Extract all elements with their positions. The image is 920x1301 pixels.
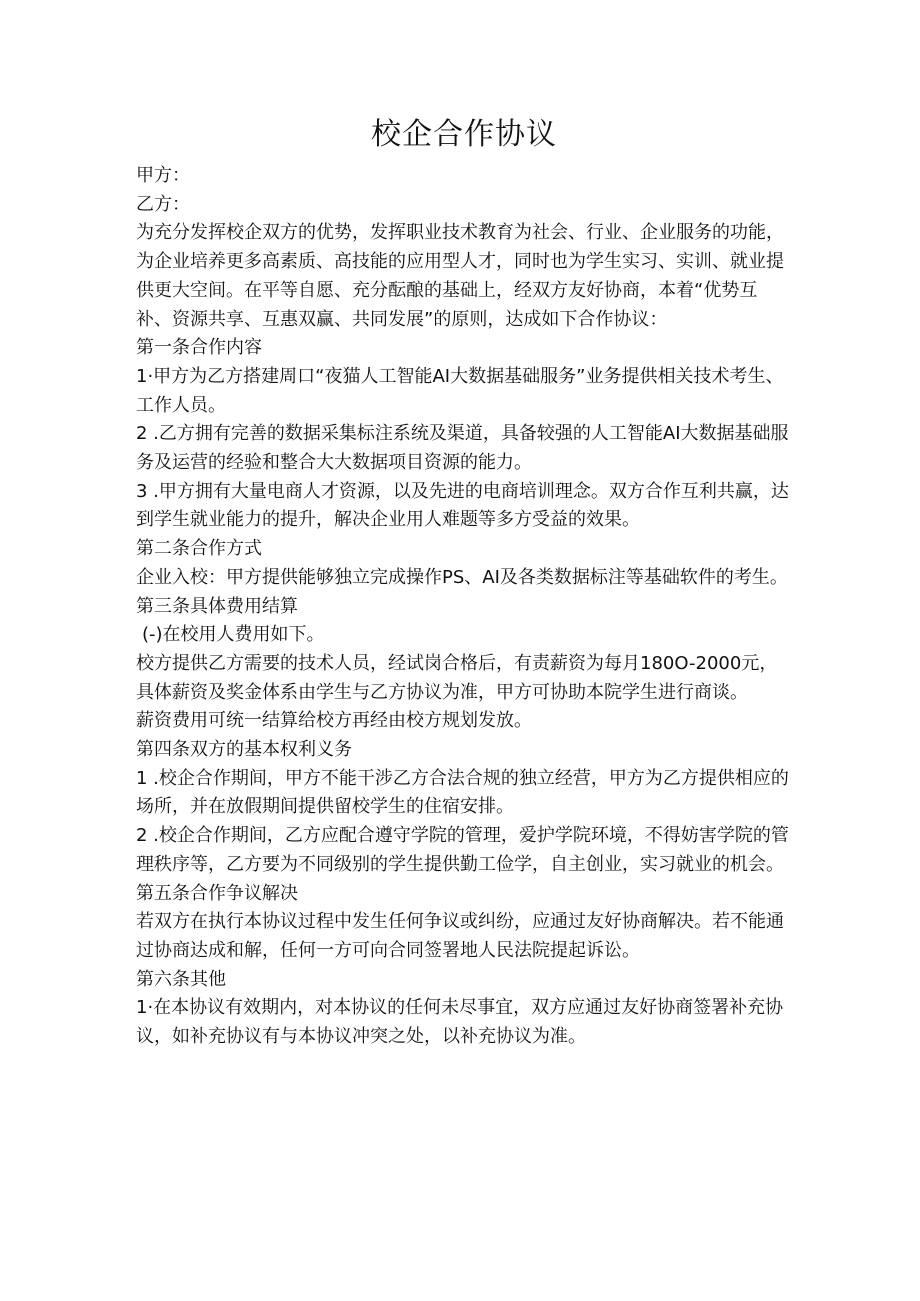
section-heading-3: 第三条具体费用结算: [136, 595, 298, 617]
section-3-paragraph-1: 校方提供乙方需要的技术人员，经试岗合格后，有责薪资为每月180O-2000元，具体薪资及奖金体系由学生与乙方协议为准，甲方可协助本院学生进行商谈。: [136, 652, 778, 703]
section-4-item-2: 2 .校企合作期间，乙方应配合遵守学院的管理，爱护学院环境，不得妨害学院的管理秩序等，乙方要为不同级别的学生提供勤工俭学，自主创业，实习就业的机会。: [136, 825, 789, 875]
section-3-subheading: (-)在校用人费用如下。: [142, 624, 325, 646]
section-4-item-1: 1 .校企合作期间，甲方不能干涉乙方合法合规的独立经营，甲方为乙方提供相应的场所，并在放假期间提供留校学生的住宿安排。: [136, 767, 789, 818]
section-6-item-1: 1·在本协议有效期内，对本协议的任何未尽事宜，双方应通过友好协商签署补充协议，如补充协议有与本协议冲突之处，以补充协议为准。: [136, 997, 784, 1048]
section-1-item-1: 1·甲方为乙方搭建周口“夜猫人工智能AI大数据基础服务”业务提供相关技术考生、工作人员。: [136, 365, 784, 416]
preamble-paragraph: 为充分发挥校企双方的优势，发挥职业技术教育为社会、行业、企业服务的功能，为企业培养更多高素质、高技能的应用型人才，同时也为学生实习、实训、就业提供更大空间。在平等自愿、充分酝酿的基础上，经双方友好协商，本着“优势互补、资源共享、互惠双赢、共同发展”的原则，达成如下合作协议：: [136, 222, 784, 330]
section-heading-2: 第二条合作方式: [136, 538, 262, 560]
party-a-line: 甲方：: [136, 165, 190, 186]
party-b-line: 乙方：: [136, 193, 190, 215]
section-heading-6: 第六条其他: [136, 968, 226, 990]
section-heading-4: 第四条双方的基本权利义务: [136, 739, 352, 761]
document-title: 校企合作协议: [371, 117, 557, 152]
section-heading-5: 第五条合作争议解决: [136, 882, 298, 904]
section-3-paragraph-2: 薪资费用可统一结算给校方再经由校方规划发放。: [136, 710, 532, 732]
section-1-item-2: 2 .乙方拥有完善的数据采集标注系统及渠道，具备较强的人工智能AI大数据基础服务及运营的经验和整合大大数据项目资源的能力。: [136, 423, 789, 474]
section-heading-1: 第一条合作内容: [136, 337, 262, 359]
section-1-item-3: 3 .甲方拥有大量电商人才资源，以及先进的电商培训理念。双方合作互利共赢，达到学生就业能力的提升，解决企业用人难题等多方受益的效果。: [136, 480, 789, 531]
section-5-paragraph: 若双方在执行本协议过程中发生任何争议或纠纷，应通过友好协商解决。若不能通过协商达成和解，任何一方可向合同签署地人民法院提起诉讼。: [136, 911, 784, 961]
section-2-paragraph: 企业入校：甲方提供能够独立完成操作PS、AI及各类数据标注等基础软件的考生。: [136, 566, 788, 588]
